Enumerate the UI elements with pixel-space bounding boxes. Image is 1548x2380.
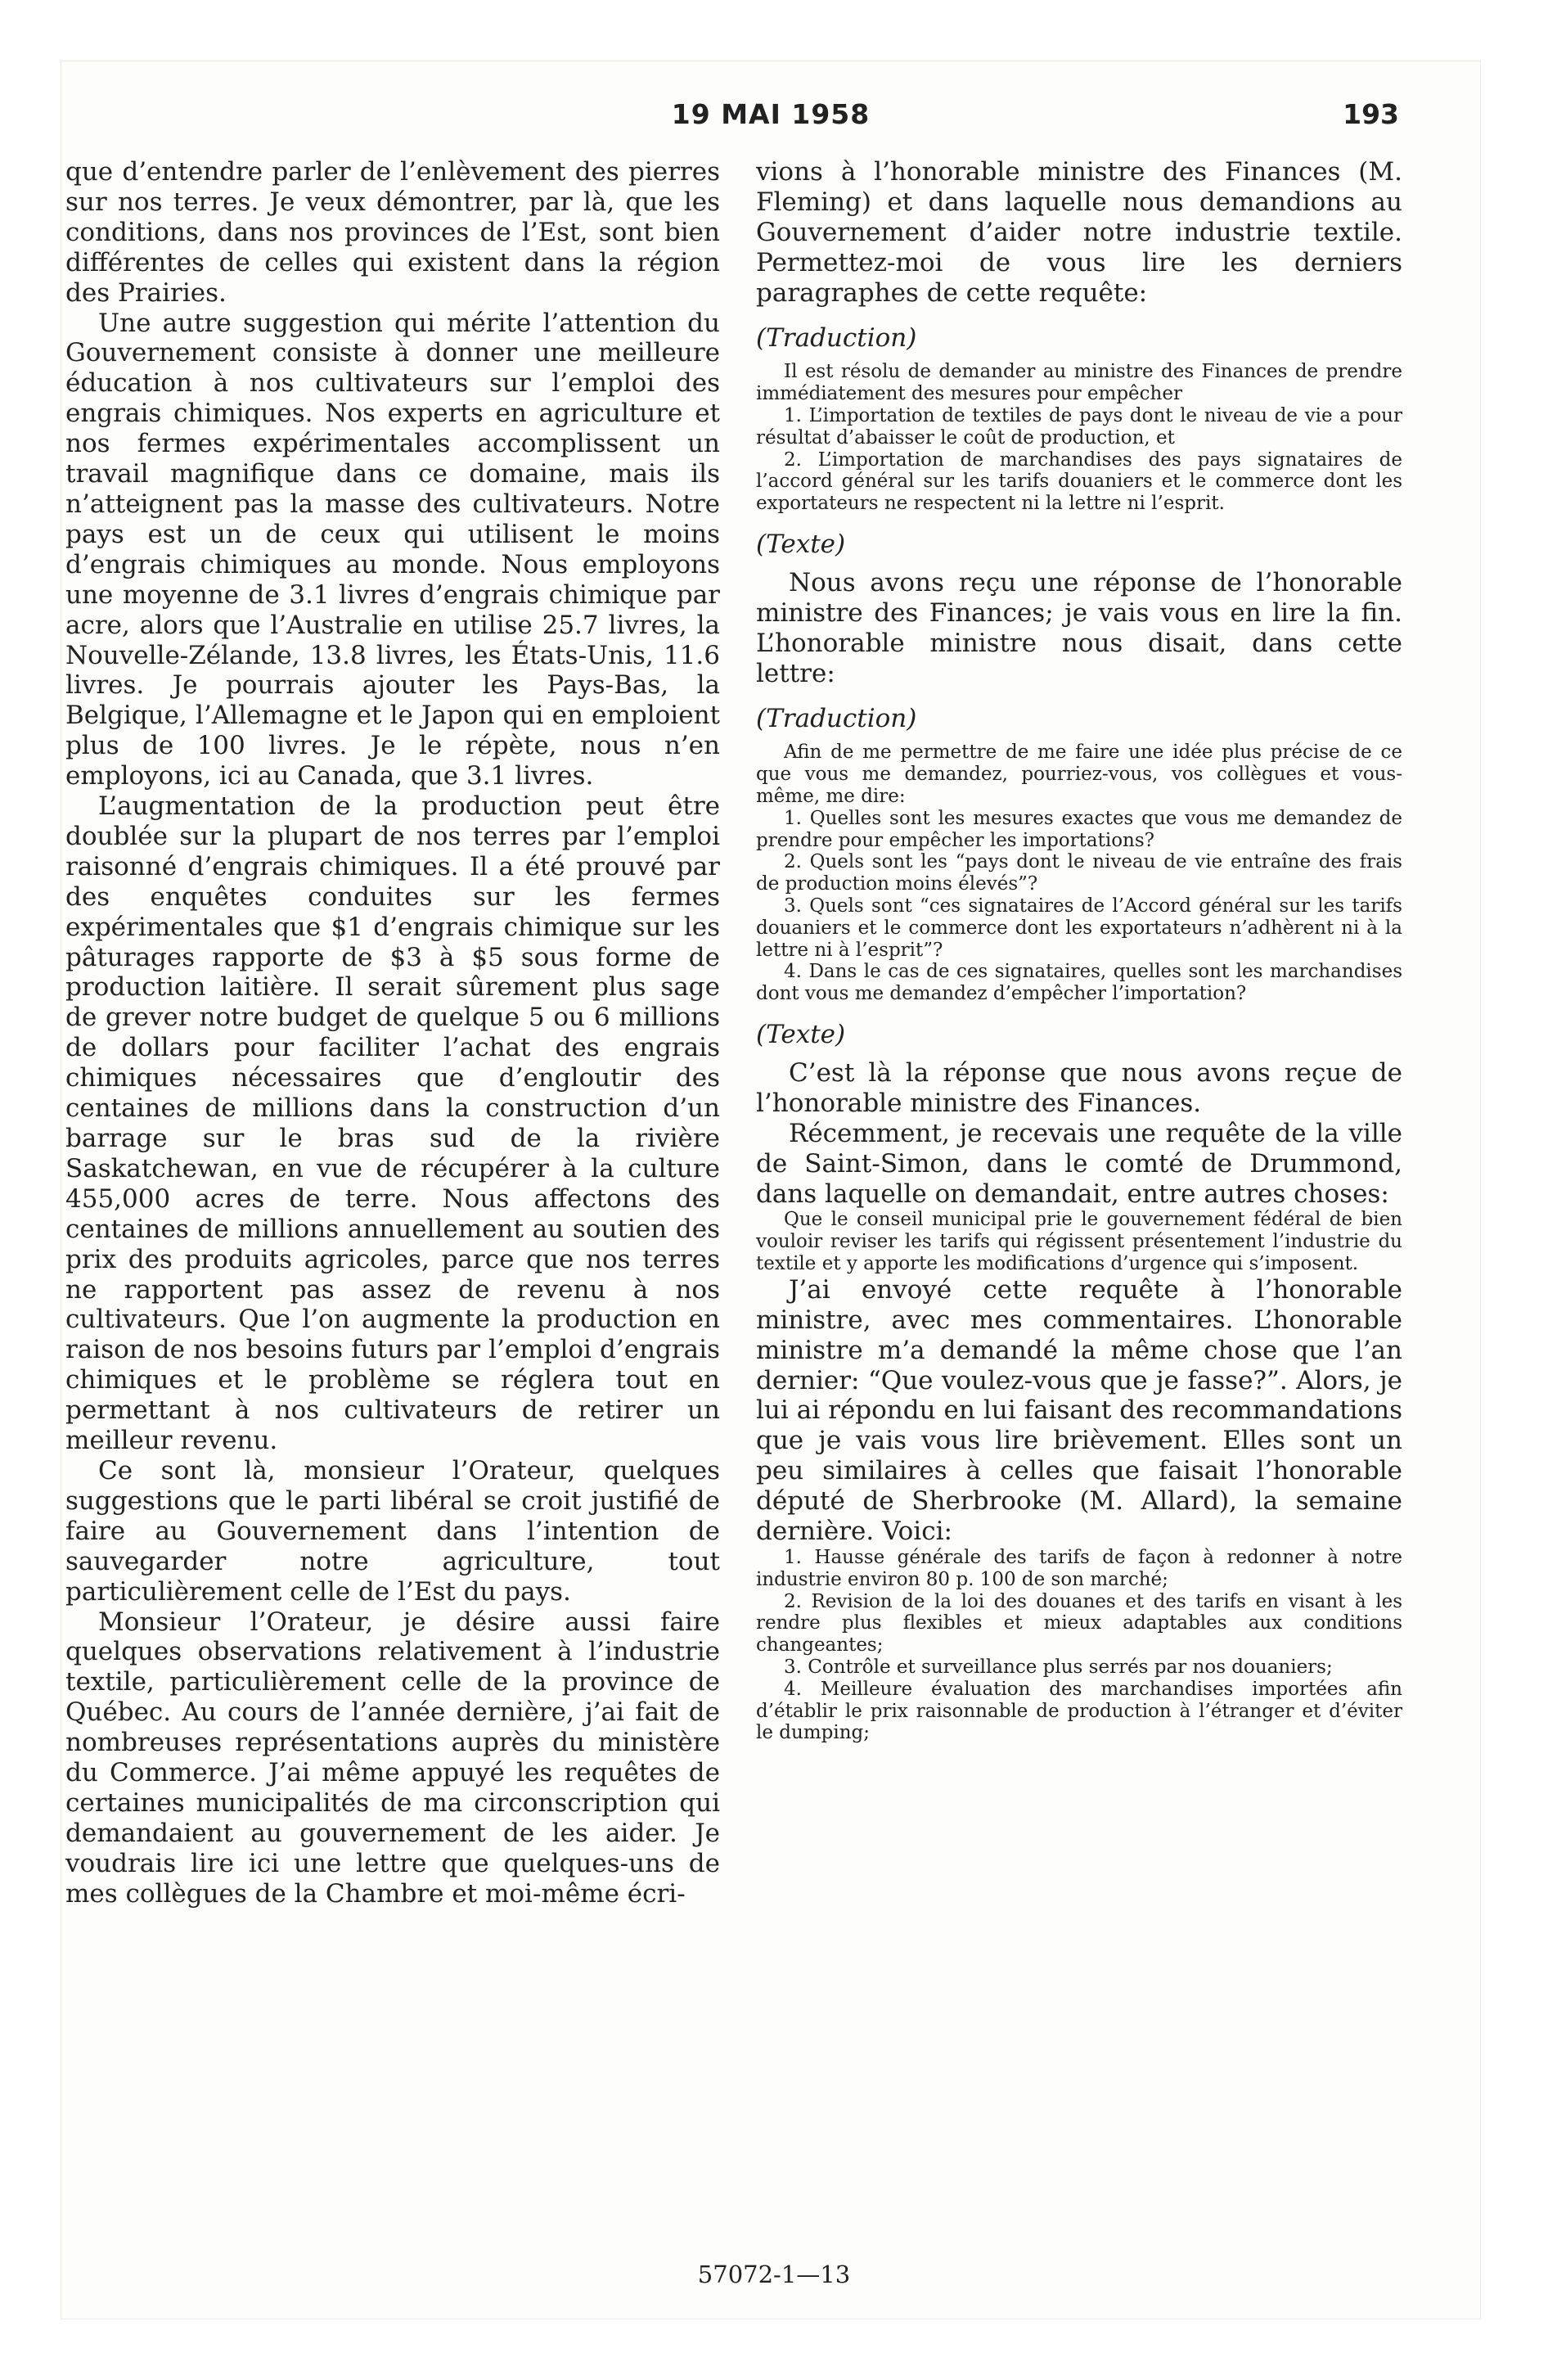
quoted-text: Afin de me permettre de me faire une idée plus précise de ce que vous me demandez, pourriez-vous, vos collègues et vous-même, me dire:: [756, 741, 1402, 808]
quoted-text: Que le conseil municipal prie le gouvernement fédéral de bien vouloir reviser les tarifs qui régissent présentement l’industrie du textile et y apporte les modifications d’urgence qui s’imposent.: [756, 1209, 1402, 1275]
section-label-texte: (Texte): [756, 530, 846, 560]
paragraph: Monsieur l’Orateur, je désire aussi faire quelques observations relativement à l’industrie textile, particulièrement celle de la province de Québec. Au cours de l’année dernière, j’ai fait de nombreuses représentations auprès du ministère du Commerce. J’ai même appuyé les requêtes de certaines municipalités de ma circonscription qui demandaient au gouvernement de les aider. Je voudrais lire ici une lettre que quelques-uns de mes collègues de la Chambre et moi-même écri-: [65, 1607, 720, 1909]
paragraph: C’est là la réponse que nous avons reçue de l’honorable ministre des Finances.: [756, 1057, 1402, 1118]
page-header: [61, 98, 1481, 147]
quoted-list-item: 2. Revision de la loi des douanes et des tarifs en visant à les rendre plus flexibles et mieux adaptables aux conditions changeantes;: [756, 1590, 1402, 1657]
left-column: [65, 157, 720, 1909]
quoted-list-item: 3. Contrôle et surveillance plus serrés par nos douaniers;: [784, 1656, 1333, 1678]
quoted-list-item: 1. Quelles sont les mesures exactes que vous me demandez de prendre pour empêcher les importations?: [756, 807, 1402, 851]
quoted-list-item: 4. Meilleure évaluation des marchandises importées afin d’établir le prix raisonnable de production à l’étranger et d’éviter le dumping;: [756, 1678, 1402, 1744]
quoted-list-item: 3. Quels sont “ces signataires de l’Accord général sur les tarifs douaniers et le commerce dont les exportateurs n’adhèrent ni à la lettre ni à l’esprit”?: [756, 895, 1402, 961]
printer-signature: 57072-1—13: [697, 2261, 851, 2288]
paragraph: Une autre suggestion qui mérite l’attention du Gouvernement consiste à donner une meilleure éducation à nos cultivateurs sur l’emploi des engrais chimiques. Nos experts en agriculture et nos fermes expérimentales accomplissent un travail magnifique dans ce domaine, mais ils n’atteignent pas la masse des cultivateurs. Notre pays est un de ceux qui utilisent le moins d’engrais chimiques au monde. Nous employons une moyenne de 3.1 livres d’engrais chimique par acre, alors que l’Australie en utilise 25.7 livres, la Nouvelle-Zélande, 13.8 livres, les États-Unis, 11.6 livres. Je pourrais ajouter les Pays-Bas, la Belgique, l’Allemagne et le Japon qui en emploient plus de 100 livres. Je le répète, nous n’en employons, ici au Canada, que 3.1 livres.: [65, 308, 720, 791]
paragraph: vions à l’honorable ministre des Finances (M. Fleming) et dans laquelle nous demandions au Gouvernement d’aider notre industrie textile. Permettez-moi de vous lire les derniers paragraphes de cette requête:: [756, 157, 1402, 308]
quoted-list-item: 4. Dans le cas de ces signataires, quelles sont les marchandises dont vous me demandez d’empêcher l’importation?: [756, 961, 1402, 1005]
paragraph: Nous avons reçu une réponse de l’honorable ministre des Finances; je vais vous en lire la fin. L’honorable ministre nous disait, dans cette lettre:: [756, 567, 1402, 688]
page-number: 193: [1343, 98, 1399, 130]
quoted-list-item: 1. L’importation de textiles de pays dont le niveau de vie a pour résultat d’abaisser le coût de production, et: [756, 405, 1402, 449]
section-label-texte: (Texte): [756, 1020, 846, 1050]
paragraph: Récemment, je recevais une requête de la ville de Saint-Simon, dans le comté de Drummond, dans laquelle on demandait, entre autres choses:: [756, 1118, 1402, 1209]
quoted-list-item: 2. L’importation de marchandises des pays signataires de l’accord général sur les tarifs douaniers et le commerce dont les exportateurs ne respectent ni la lettre ni l’esprit.: [756, 449, 1402, 515]
quoted-text: Il est résolu de demander au ministre des Finances de prendre immédiatement des mesures pour empêcher: [756, 361, 1402, 405]
paragraph: L’augmentation de la production peut être doublée sur la plupart de nos terres par l’emploi raisonné d’engrais chimiques. Il a été prouvé par des enquêtes conduites sur les fermes expérimentales que $1 d’engrais chimique sur les pâturages rapporte de $3 à $5 sous forme de production laitière. Il serait sûrement plus sage de grever notre budget de quelque 5 ou 6 millions de dollars pour faciliter l’achat des engrais chimiques nécessaires que d’engloutir des centaines de millions dans la construction d’un barrage sur le bras sud de la rivière Saskatchewan, en vue de récupérer à la culture 455,000 acres de terre. Nous affectons des centaines de millions annuellement au soutien des prix des produits agricoles, parce que nos terres ne rapportent pas assez de revenu à nos cultivateurs. Que l’on augmente la production en raison de nos besoins futurs par l’emploi d’engrais chimiques et le problème se réglera tout en permettant à nos cultivateurs de retirer un meilleur revenu.: [65, 791, 720, 1456]
quoted-list-item: 1. Hausse générale des tarifs de façon à redonner à notre industrie environ 80 p. 100 de son marché;: [756, 1547, 1402, 1590]
paragraph: que d’entendre parler de l’enlèvement des pierres sur nos terres. Je veux démontrer, par là, que les conditions, dans nos provinces de l’Est, sont bien différentes de celles qui existent dans la région des Prairies.: [65, 157, 720, 308]
header-date: 19 MAI 1958: [671, 98, 871, 130]
paragraph: Ce sont là, monsieur l’Orateur, quelques suggestions que le parti libéral se croit justifié de faire au Gouvernement dans l’intention de sauvegarder notre agriculture, tout particulièrement celle de l’Est du pays.: [65, 1455, 720, 1607]
right-column: [756, 157, 1402, 1744]
paragraph: J’ai envoyé cette requête à l’honorable ministre, avec mes commentaires. L’honorable ministre m’a demandé la même chose que l’an dernier: “Que voulez-vous que je fasse?”. Alors, je lui ai répondu en lui faisant des recommandations que je vais vous lire brièvement. Elles sont un peu similaires à celles que faisait l’honorable député de Sherbrooke (M. Allard), la semaine dernière. Voici:: [756, 1274, 1402, 1547]
quoted-list-item: 2. Quels sont les “pays dont le niveau de vie entraîne des frais de production moins élevés”?: [756, 851, 1402, 895]
section-label-traduction: (Traduction): [756, 703, 917, 733]
section-label-traduction: (Traduction): [756, 322, 917, 353]
